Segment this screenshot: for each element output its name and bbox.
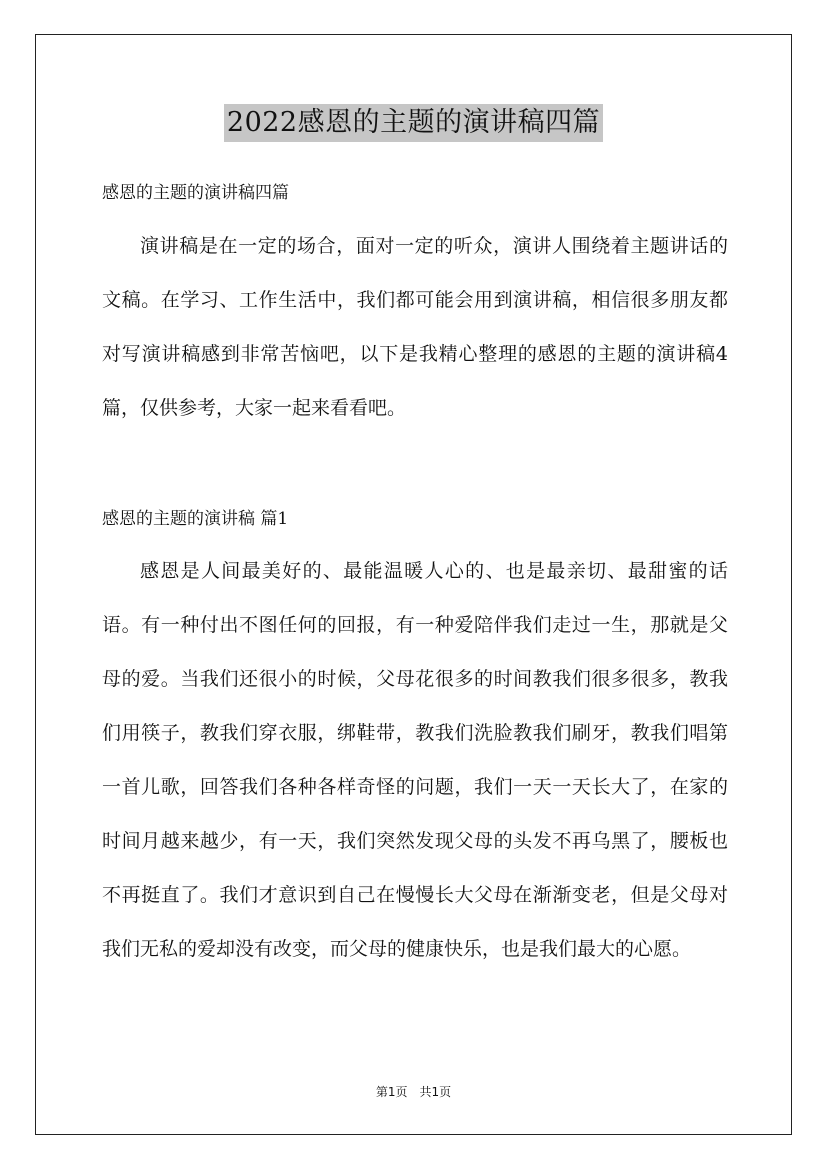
section-1-heading: 感恩的主题的演讲稿 篇1	[102, 509, 289, 529]
section-1-paragraph: 感恩是人间最美好的、最能温暖人心的、也是最亲切、最甜蜜的话语。有一种付出不图任何的回报，有一种爱陪伴我们走过一生，那就是父母的爱。当我们还很小的时候，父母花很多的时间教我们很多很多，教我们用筷子，教我们穿衣服，绑鞋带，教我们洗脸教我们刷牙，教我们唱第一首儿歌，回答我们各种各样奇怪的问题，我们一天一天长大了，在家的时间月越来越少，有一天，我们突然发现父母的头发不再乌黑了，腰板也不再挺直了。我们才意识到自己在慢慢长大父母在渐渐变老，但是父母对我们无私的爱却没有改变，而父母的健康快乐，也是我们最大的心愿。	[102, 560, 728, 960]
document-subtitle: 感恩的主题的演讲稿四篇	[102, 183, 289, 203]
document-title: 2022感恩的主题的演讲稿四篇	[224, 104, 603, 142]
page-footer: 第1页 共1页	[375, 1085, 452, 1099]
intro-paragraph: 演讲稿是在一定的场合，面对一定的听众，演讲人围绕着主题讲话的文稿。在学习、工作生活中，我们都可能会用到演讲稿，相信很多朋友都对写演讲稿感到非常苦恼吧，以下是我精心整理的感恩的主题的演讲稿4篇，仅供参考，大家一起来看看吧。	[102, 235, 728, 419]
title-container	[0, 104, 827, 142]
